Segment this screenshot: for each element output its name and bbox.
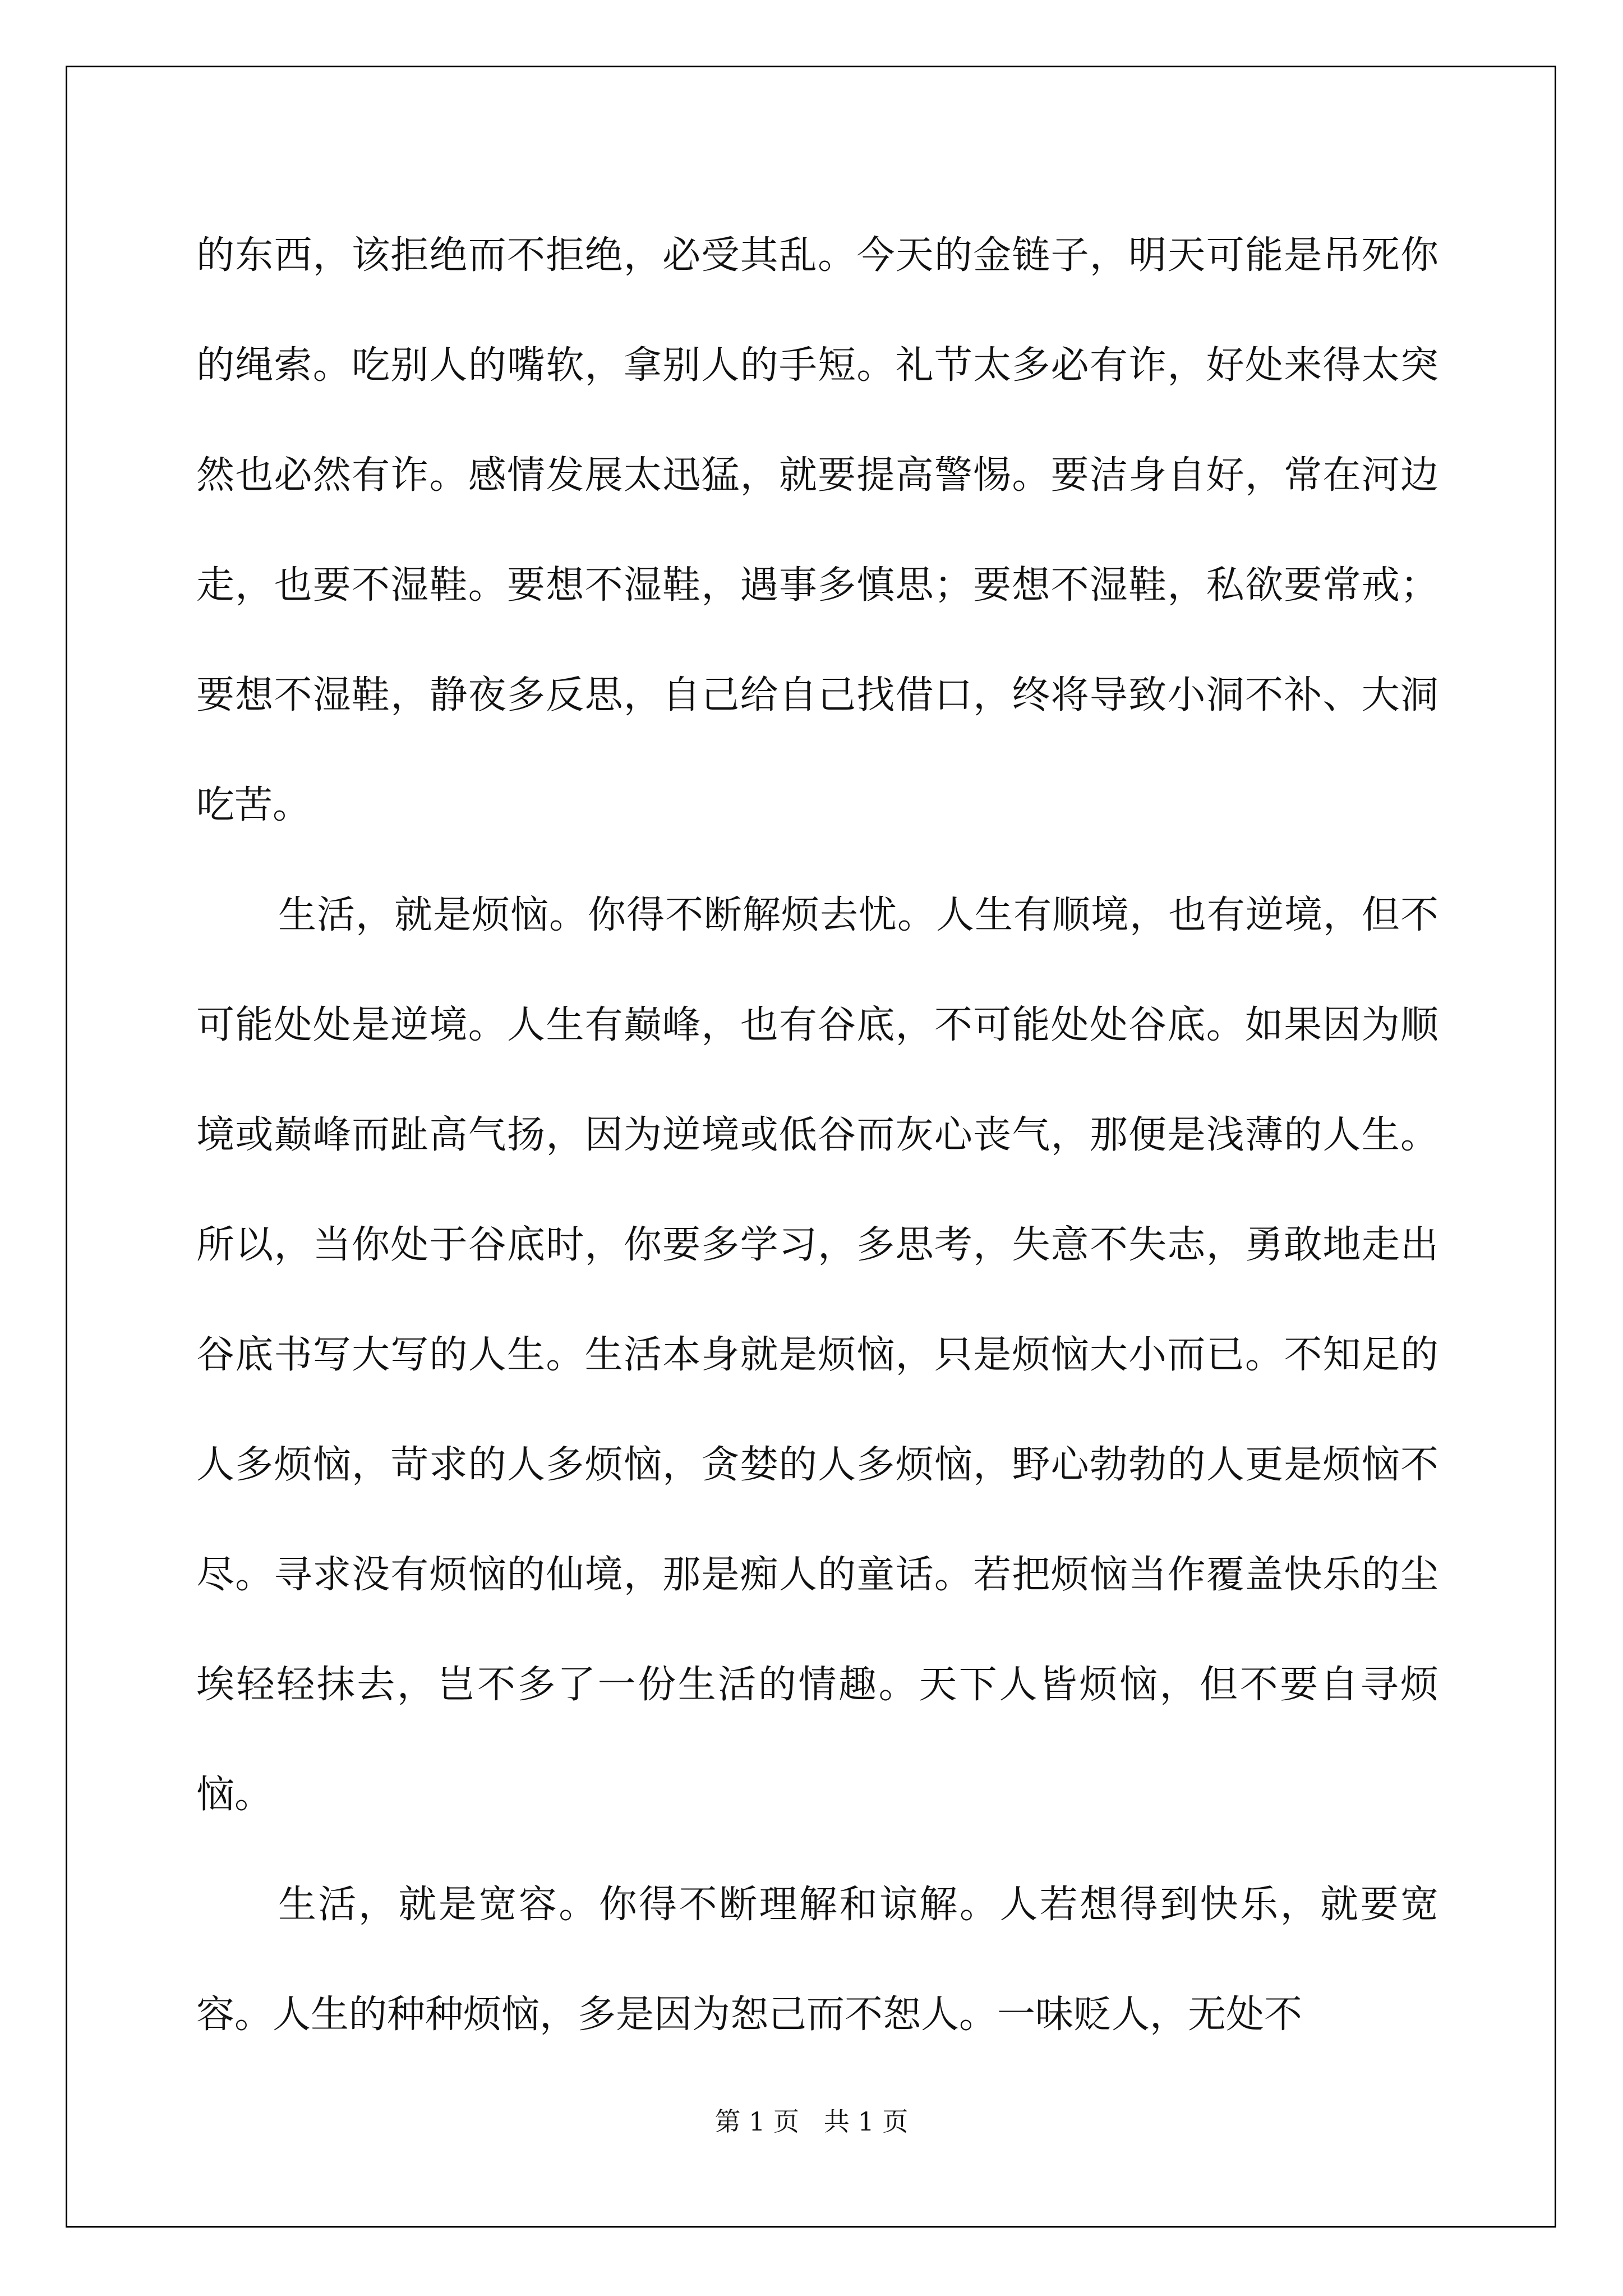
paragraph-2: 生活，就是烦恼。你得不断解烦去忧。人生有顺境，也有逆境，但不可能处处是逆境。人生有巅峰，也有谷底，不可能处处谷底。如果因为顺境或巅峰而趾高气扬，因为逆境或低谷而灰心丧气，那便是浅薄的人生。所以，当你处于谷底时，你要多学习，多思考，失意不失志，勇敢地走出谷底书写大写的人生。生活本身就是烦恼，只是烦恼大小而已。不知足的人多烦恼，苛求的人多烦恼，贪婪的人多烦恼，野心勃勃的人更是烦恼不尽。寻求没有烦恼的仙境，那是痴人的童话。若把烦恼当作覆盖快乐的尘埃轻轻抹去，岂不多了一份生活的情趣。天下人皆烦恼，但不要自寻烦恼。 <box>196 893 1438 1817</box>
paragraph-3: 生活，就是宽容。你得不断理解和谅解。人若想得到快乐，就要宽容。人生的种种烦恼，多是因为恕己而不恕人。一味贬人，无处不 <box>196 1883 1438 2037</box>
paragraph-1: 的东西，该拒绝而不拒绝，必受其乱。今天的金链子，明天可能是吊死你的绳索。吃别人的嘴软，拿别人的手短。礼节太多必有诈，好处来得太突然也必然有诈。感情发展太迅猛，就要提高警惕。要洁身自好，常在河边走，也要不湿鞋。要想不湿鞋，遇事多慎思；要想不湿鞋，私欲要常戒；要想不湿鞋，静夜多反思，自己给自己找借口，终将导致小洞不补、大洞吃苦。 <box>196 233 1438 827</box>
document-body <box>196 201 1438 2070</box>
page-number-footer: 第 1 页 共 1 页 <box>714 2106 909 2137</box>
